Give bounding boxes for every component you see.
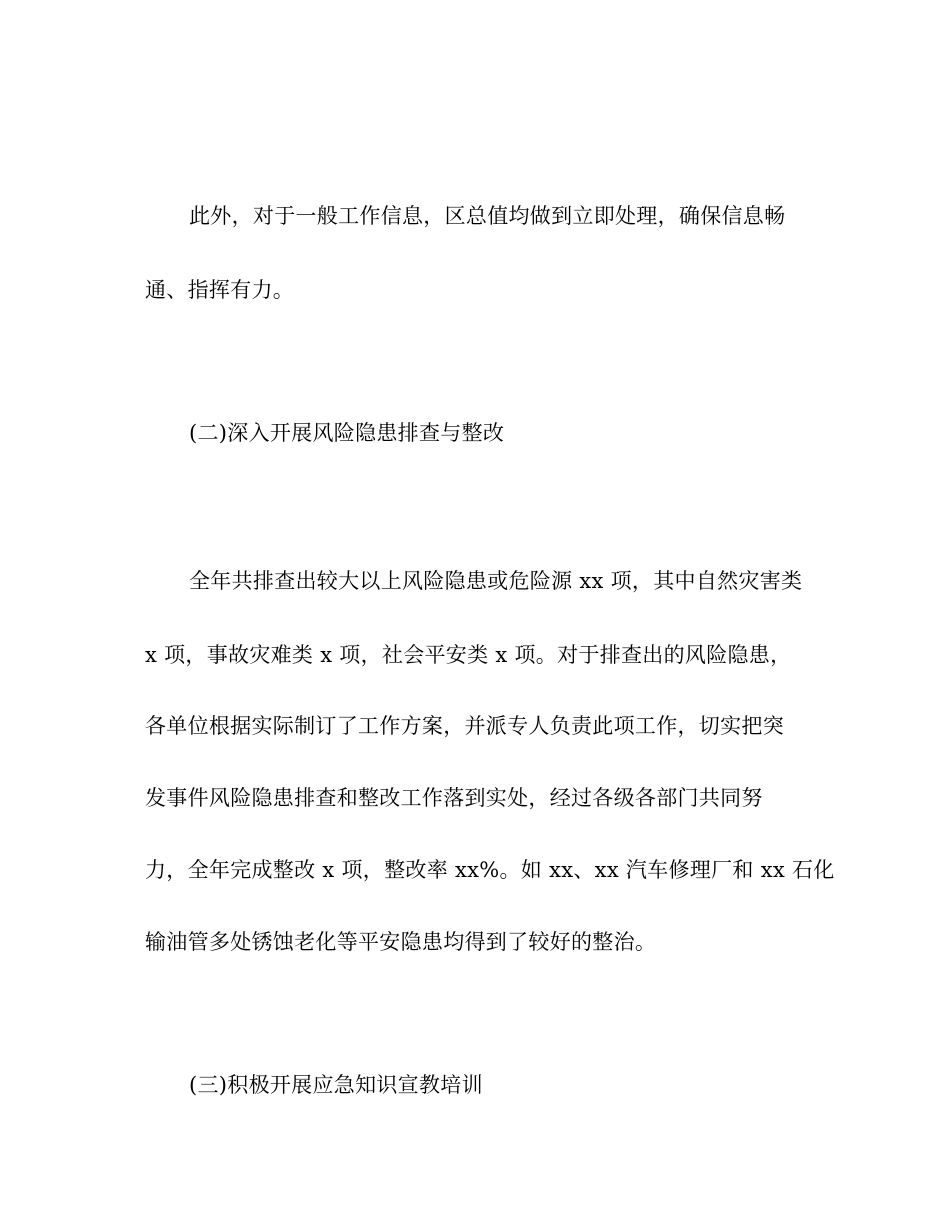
paragraph-line: 通、指挥有力。 xyxy=(145,278,295,302)
section-heading: (二)深入开展风险隐患排查与整改 xyxy=(189,421,505,445)
paragraph-line: 此外，对于一般工作信息，区总值均做到立即处理，确保信息畅 xyxy=(189,204,786,228)
paragraph-line: 输油管多处锈蚀老化等平安隐患均得到了较好的整治。 xyxy=(145,930,657,954)
paragraph-line: 发事件风险隐患排查和整改工作落到实处，经过各级各部门共同努 xyxy=(145,786,763,810)
paragraph-line: x 项，事故灾难类 x 项，社会平安类 x 项。对于排查出的风险隐患， xyxy=(145,643,792,667)
paragraph-line: 各单位根据实际制订了工作方案，并派专人负责此项工作，切实把突 xyxy=(145,714,784,738)
paragraph-line: 力，全年完成整改 x 项，整改率 xx%。如 xx、xx 汽车修理厂和 xx 石化 xyxy=(145,858,835,882)
paragraph-line: 全年共排查出较大以上风险隐患或危险源 xx 项，其中自然灾害类 xyxy=(189,569,803,593)
section-heading: (三)积极开展应急知识宣教培训 xyxy=(189,1073,483,1097)
